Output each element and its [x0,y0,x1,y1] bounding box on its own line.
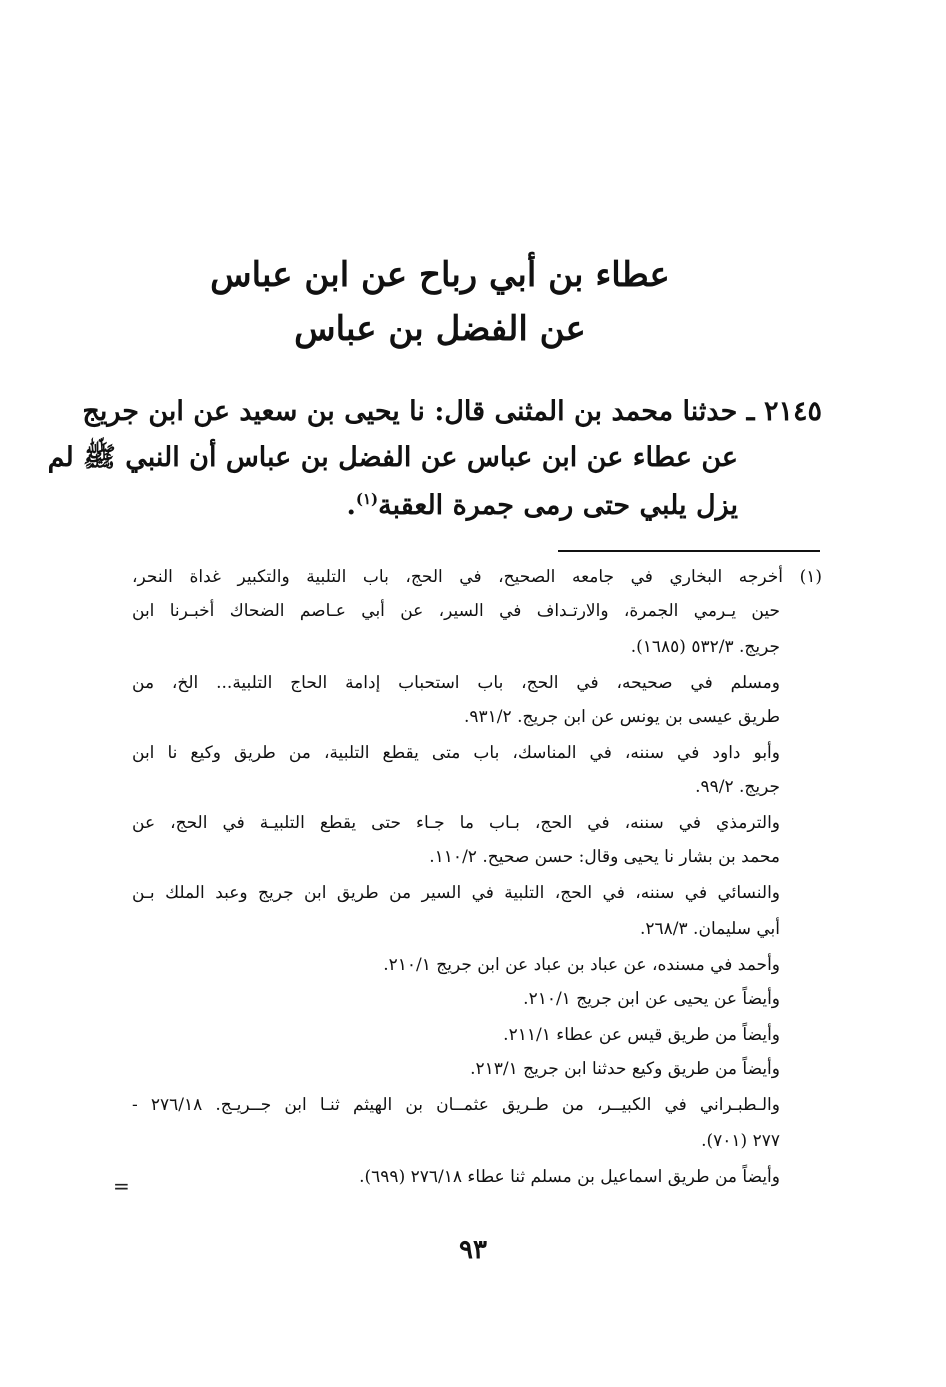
hadith-line-3-end: . [346,490,356,521]
footnote-line: (١) أخرجه البخاري في جامعه الصحيح، في الحج، باب التلبية والتكبير غداة النحر، [132,567,822,587]
footnote-line: وأيضاً من طريق اسماعيل بن مسلم ثنا عطاء ٢٧٦/١٨ (٦٩٩). [359,1167,780,1187]
chapter-title-line-2: عن الفضل بن عباس [294,309,586,349]
footnote-separator [558,550,820,552]
footnote-line: والـطبـراني في الكبيــر، من طـريق عثمــان بن الهيثم ثنـا ابن جــريـج. ٢٧٦/١٨ - [132,1095,780,1115]
footnote-line: والترمذي في سننه، في الحج، بـاب ما جـاء حتى يقطع التلبيـة في الحج، عن [132,813,780,833]
footnote-line: وأحمد في مسنده، عن عباد بن عباد عن ابن جريج ٢١٠/١. [383,955,780,975]
footnote-line: وأبو داود في سننه، في المناسك، باب متى يقطع التلبية، من طريق وكيع نا ابن [132,743,780,763]
hadith-line-3 [346,486,738,526]
page-number: ٩٣ [459,1235,487,1265]
footnote-line: وأيضاً عن يحيى عن ابن جريج ٢١٠/١. [523,989,780,1009]
footnote-line: ومسلم في صحيحه، في الحج، باب استحباب إدامة الحاج التلبية... الخ، من [132,673,780,693]
footnote-line: حين يـرمي الجمرة، والارتـداف في السير، عن أبي عـاصم الضحاك أخبـرنا ابن [132,601,780,621]
footnote-line: طريق عيسى بن يونس عن ابن جريج. ٩٣١/٢. [464,707,780,727]
footnote-line: جريج. ٥٣٢/٣ (١٦٨٥). [630,637,780,657]
chapter-title-line-1: عطاء بن أبي رباح عن ابن عباس [210,255,670,295]
footnote-line: وأيضاً من طريق قيس عن عطاء ٢١١/١. [503,1025,780,1045]
hadith-line-3-text: يزل يلبي حتى رمى جمرة العقبة [378,490,738,521]
footnote-reference: (١) [355,490,379,508]
footnote-line: وأيضاً من طريق وكيع حدثنا ابن جريج ٢١٣/١. [470,1059,780,1079]
footnote-line: والنسائي في سننه، في الحج، التلبية في السير من طريق ابن جريج وعبد الملك بـن [132,883,780,903]
hadith-line-1: ٢١٤٥ ـ حدثنا محمد بن المثنى قال: نا يحيى بن سعيد عن ابن جريج [82,396,822,427]
hadith-line-2: عن عطاء عن ابن عباس عن الفضل بن عباس أن النبي ﷺ لم [47,442,738,473]
footnote-line: محمد بن بشار نا يحيى وقال: حسن صحيح. ١١٠/٢. [429,847,780,867]
footnote-line: أبي سليمان. ٢٦٨/٣. [639,919,780,939]
footnote-line: جريج. ٩٩/٢. [695,777,780,797]
continuation-mark: = [113,1174,130,1198]
footnote-line: ٢٧٧ (٧٠١). [701,1131,780,1151]
